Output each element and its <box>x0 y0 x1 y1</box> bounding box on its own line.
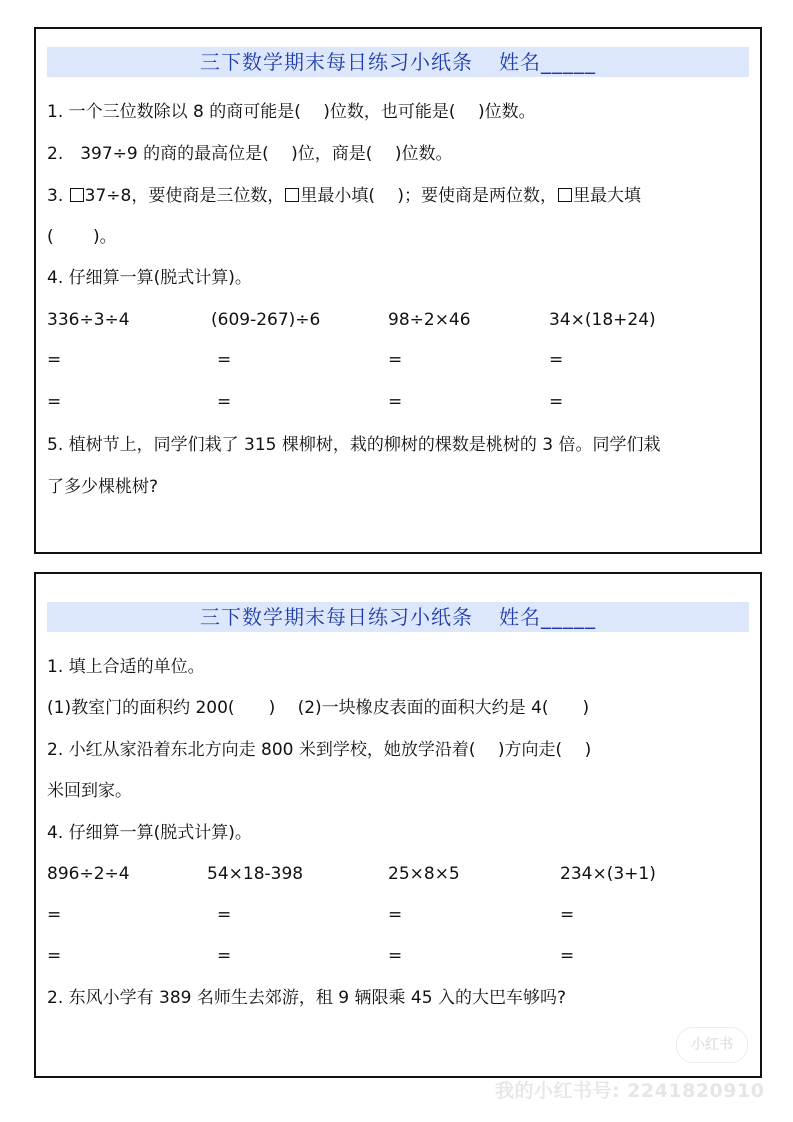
worksheet-1 <box>34 27 762 554</box>
worksheet-2-title-banner <box>47 602 749 632</box>
s2-calc-4: 234×(3+1) <box>560 864 656 884</box>
s1-equals: = <box>217 392 232 412</box>
s2-equals: = <box>47 905 62 925</box>
s1-question-5-cont: 了多少棵桃树? <box>47 477 159 497</box>
s1-q3-text-b: 里最小填( )；要使商是两位数， <box>300 186 557 206</box>
s1-equals: = <box>388 350 403 370</box>
s1-question-3 <box>47 185 641 207</box>
s2-question-1-sub: (1)教室门的面积约 200( ) (2)一块橡皮表面的面积大约是 4( ) <box>47 698 590 718</box>
s1-equals: = <box>549 350 564 370</box>
worksheet-1-name-label: 姓名_____ <box>499 50 596 74</box>
s1-question-2: 2. 397÷9 的商的最高位是( )位，商是( )位数。 <box>47 144 453 164</box>
s2-equals: = <box>560 946 575 966</box>
s2-question-2: 2. 小红从家沿着东北方向走 800 米到学校，她放学沿着( )方向走( ) <box>47 740 592 760</box>
s1-calc-3: 98÷2×46 <box>388 310 471 330</box>
s1-question-4-title: 4. 仔细算一算(脱式计算)。 <box>47 268 252 288</box>
s1-equals: = <box>47 350 62 370</box>
s2-calc-2: 54×18-398 <box>207 864 304 884</box>
worksheet-1-title: 三下数学期末每日练习小纸条 <box>200 50 473 74</box>
s1-question-1: 1. 一个三位数除以 8 的商可能是( )位数，也可能是( )位数。 <box>47 102 536 122</box>
worksheet-2-name-label: 姓名_____ <box>499 605 596 629</box>
s2-calc-1: 896÷2÷4 <box>47 864 130 884</box>
s1-q3-number: 3. <box>47 186 69 206</box>
blank-square-icon <box>285 188 299 202</box>
s2-equals: = <box>217 946 232 966</box>
s1-calc-4: 34×(18+24) <box>549 310 656 330</box>
s2-calc-3: 25×8×5 <box>388 864 460 884</box>
s2-equals: = <box>388 946 403 966</box>
worksheet-2-title: 三下数学期末每日练习小纸条 <box>200 605 473 629</box>
worksheet-1-title-banner <box>47 47 749 77</box>
s1-question-5: 5. 植树节上，同学们栽了 315 棵柳树，栽的柳树的棵数是桃树的 3 倍。同学们栽 <box>47 435 661 455</box>
s1-equals: = <box>388 392 403 412</box>
watermark-text: 我的小红书号: 2241820910 <box>495 1080 765 1102</box>
s2-equals: = <box>560 905 575 925</box>
watermark-logo: 小红书 <box>676 1027 748 1063</box>
s2-equals: = <box>47 946 62 966</box>
s1-equals: = <box>549 392 564 412</box>
s1-q3-text-a: 37÷8，要使商是三位数， <box>84 186 285 206</box>
blank-square-icon <box>558 188 572 202</box>
s2-question-4-title: 4. 仔细算一算(脱式计算)。 <box>47 823 252 843</box>
s2-equals: = <box>388 905 403 925</box>
s2-equals: = <box>217 905 232 925</box>
s1-question-3-cont: ( )。 <box>47 227 117 247</box>
s2-question-5: 2. 东风小学有 389 名师生去郊游，租 9 辆限乘 45 入的大巴车够吗? <box>47 988 566 1008</box>
s1-q3-text-c: 里最大填 <box>573 186 641 206</box>
s1-calc-1: 336÷3÷4 <box>47 310 130 330</box>
s2-question-2-cont: 米回到家。 <box>47 781 132 801</box>
worksheet-2 <box>34 572 762 1078</box>
s1-equals: = <box>47 392 62 412</box>
s1-calc-2: (609-267)÷6 <box>211 310 321 330</box>
blank-square-icon <box>70 188 84 202</box>
s2-question-1: 1. 填上合适的单位。 <box>47 657 205 677</box>
s1-equals: = <box>217 350 232 370</box>
